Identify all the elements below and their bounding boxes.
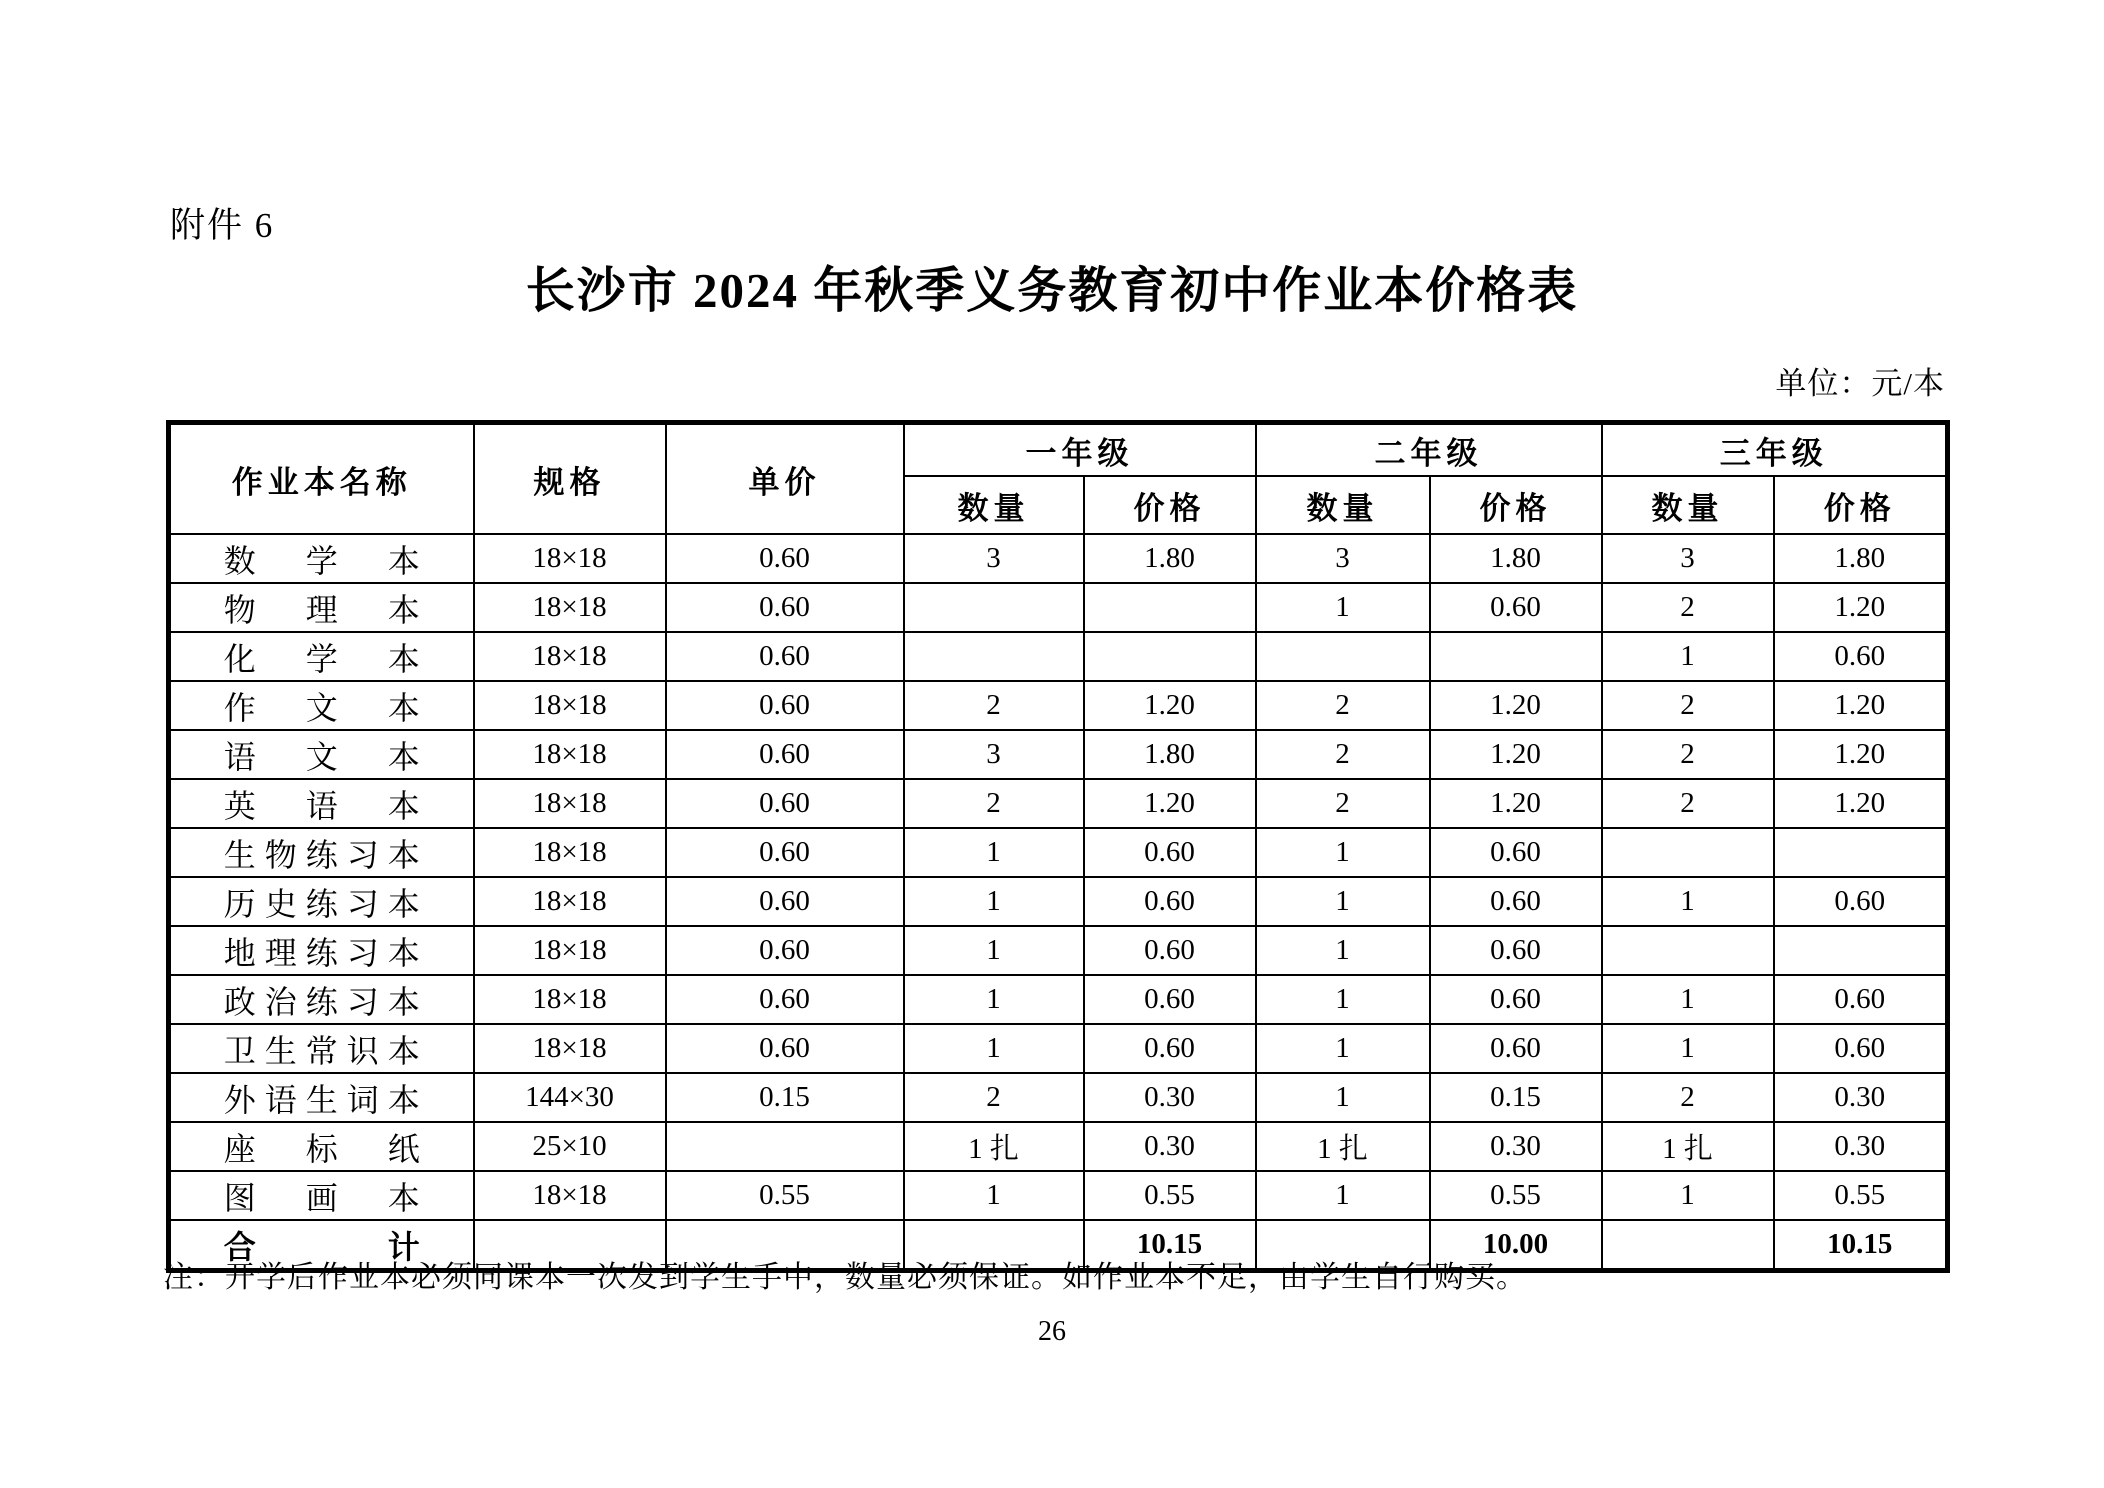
- workbook-name-cell: [169, 779, 474, 828]
- spec-cell: 18×18: [474, 632, 666, 681]
- header-grade2-qty: 数量: [1256, 476, 1430, 534]
- header-grade2-price: 价格: [1430, 476, 1602, 534]
- grade3-price-cell: [1774, 828, 1948, 877]
- page-number: 26: [1038, 1316, 1066, 1347]
- grade1-qty-cell: 3: [904, 730, 1084, 779]
- unit-label: 单位：元/本: [1775, 366, 1945, 401]
- table-row: [169, 779, 1948, 828]
- table-row: [169, 583, 1948, 632]
- header-grade3-price: 价格: [1774, 476, 1948, 534]
- workbook-name: 历史练习本: [223, 885, 420, 922]
- unit-price-cell: 0.60: [666, 730, 904, 779]
- spec-cell: 18×18: [474, 1024, 666, 1073]
- spec-cell: 18×18: [474, 730, 666, 779]
- grade2-qty-cell: 1: [1256, 828, 1430, 877]
- grade2-price-cell: 0.60: [1430, 975, 1602, 1024]
- grade1-price-cell: 0.60: [1084, 926, 1256, 975]
- grade2-price-cell: [1430, 632, 1602, 681]
- grade3-price-cell: 0.55: [1774, 1171, 1948, 1220]
- header-grade2: 二年级: [1256, 423, 1602, 477]
- grade3-qty-cell: 2: [1602, 681, 1774, 730]
- workbook-name-cell: [169, 975, 474, 1024]
- footnote: 注：开学后作业本必须同课本一次发到学生手中，数量必须保证。如作业本不足，由学生自行购买。: [163, 1261, 1527, 1294]
- grade3-price-cell: [1774, 926, 1948, 975]
- grade2-qty-cell: 1: [1256, 1171, 1430, 1220]
- table-row: [169, 534, 1948, 583]
- grade1-price-cell: [1084, 583, 1256, 632]
- table-row: [169, 1024, 1948, 1073]
- grade3-total-price-cell: 10.15: [1774, 1220, 1948, 1271]
- grade2-qty-cell: 2: [1256, 681, 1430, 730]
- table-row: [169, 730, 1948, 779]
- table-row: [169, 975, 1948, 1024]
- workbook-name: 英 语 本: [223, 787, 420, 824]
- header-spec: 规格: [474, 423, 666, 535]
- grade3-qty-cell: 3: [1602, 534, 1774, 583]
- grade3-price-cell: 1.80: [1774, 534, 1948, 583]
- grade1-price-cell: 0.60: [1084, 828, 1256, 877]
- grade3-price-cell: 0.60: [1774, 632, 1948, 681]
- spec-cell: 18×18: [474, 926, 666, 975]
- workbook-name: 生物练习本: [223, 836, 420, 873]
- grade1-qty-cell: 1: [904, 877, 1084, 926]
- grade2-qty-cell: 2: [1256, 730, 1430, 779]
- grade3-price-cell: 0.30: [1774, 1073, 1948, 1122]
- grade1-qty-cell: 2: [904, 681, 1084, 730]
- grade1-qty-cell: 1: [904, 975, 1084, 1024]
- unit-price-cell: 0.60: [666, 877, 904, 926]
- grade2-price-cell: 0.15: [1430, 1073, 1602, 1122]
- header-grade1-qty: 数量: [904, 476, 1084, 534]
- spec-cell: 18×18: [474, 1171, 666, 1220]
- header-unit-price: 单价: [666, 423, 904, 535]
- unit-price-cell: 0.60: [666, 1024, 904, 1073]
- grade3-qty-cell: [1602, 926, 1774, 975]
- workbook-name-cell: [169, 926, 474, 975]
- workbook-name: 地理练习本: [223, 934, 420, 971]
- spec-cell: 18×18: [474, 828, 666, 877]
- workbook-name-cell: [169, 1122, 474, 1171]
- grade3-qty-cell: 2: [1602, 583, 1774, 632]
- table-row: [169, 632, 1948, 681]
- spec-cell: 18×18: [474, 779, 666, 828]
- grade3-price-cell: 1.20: [1774, 779, 1948, 828]
- spec-cell: 18×18: [474, 681, 666, 730]
- workbook-name: 政治练习本: [223, 983, 420, 1020]
- grade3-price-cell: 1.20: [1774, 583, 1948, 632]
- grade3-price-cell: 1.20: [1774, 730, 1948, 779]
- grade2-qty-cell: 1: [1256, 1024, 1430, 1073]
- table-header-row-1: [169, 423, 1948, 477]
- grade1-price-cell: [1084, 632, 1256, 681]
- workbook-name: 卫生常识本: [223, 1032, 420, 1069]
- unit-price-cell: 0.15: [666, 1073, 904, 1122]
- grade2-price-cell: 0.60: [1430, 583, 1602, 632]
- grade1-price-cell: 0.60: [1084, 877, 1256, 926]
- grade3-qty-cell: 1: [1602, 1024, 1774, 1073]
- grade1-qty-cell: 1: [904, 1171, 1084, 1220]
- price-table: [166, 420, 1950, 1273]
- grade2-qty-cell: 2: [1256, 779, 1430, 828]
- grade1-price-cell: 0.60: [1084, 975, 1256, 1024]
- table-row: [169, 877, 1948, 926]
- spec-cell: 18×18: [474, 877, 666, 926]
- header-grade3-qty: 数量: [1602, 476, 1774, 534]
- grade2-price-cell: 0.30: [1430, 1122, 1602, 1171]
- workbook-name: 物 理 本: [223, 591, 420, 628]
- grade3-price-cell: 1.20: [1774, 681, 1948, 730]
- table-row: [169, 1073, 1948, 1122]
- workbook-name: 外语生词本: [223, 1081, 420, 1118]
- header-workbook-name: 作业本名称: [169, 423, 474, 535]
- grade1-price-cell: 0.60: [1084, 1024, 1256, 1073]
- grade1-qty-cell: [904, 583, 1084, 632]
- workbook-name-cell: [169, 828, 474, 877]
- grade2-qty-cell: 1: [1256, 583, 1430, 632]
- grade1-price-cell: 1.20: [1084, 779, 1256, 828]
- grade3-qty-cell: [1602, 1220, 1774, 1271]
- grade1-qty-cell: [904, 632, 1084, 681]
- grade2-price-cell: 1.20: [1430, 730, 1602, 779]
- spec-cell: 18×18: [474, 583, 666, 632]
- workbook-name-cell: [169, 1073, 474, 1122]
- table-row: [169, 1122, 1948, 1171]
- page-title: 长沙市 2024 年秋季义务教育初中作业本价格表: [525, 263, 1579, 318]
- unit-price-cell: 0.55: [666, 1171, 904, 1220]
- grade2-price-cell: 1.20: [1430, 779, 1602, 828]
- grade1-price-cell: 1.20: [1084, 681, 1256, 730]
- spec-cell: 18×18: [474, 534, 666, 583]
- unit-price-cell: 0.60: [666, 534, 904, 583]
- grade1-total-price-cell: 10.15: [1084, 1220, 1256, 1271]
- unit-price-cell: 0.60: [666, 779, 904, 828]
- workbook-name-cell: [169, 632, 474, 681]
- grade3-qty-cell: 1 扎: [1602, 1122, 1774, 1171]
- grade2-price-cell: 0.60: [1430, 828, 1602, 877]
- attachment-label: 附件 6: [170, 206, 275, 245]
- grade2-price-cell: 0.55: [1430, 1171, 1602, 1220]
- grade2-qty-cell: [1256, 632, 1430, 681]
- workbook-name-cell: [169, 1171, 474, 1220]
- workbook-name-cell: [169, 1024, 474, 1073]
- workbook-name-cell: [169, 681, 474, 730]
- unit-price-cell: 0.60: [666, 926, 904, 975]
- grade3-price-cell: 0.60: [1774, 1024, 1948, 1073]
- grade1-qty-cell: 1: [904, 926, 1084, 975]
- unit-price-cell: 0.60: [666, 632, 904, 681]
- spec-cell: 144×30: [474, 1073, 666, 1122]
- grade3-qty-cell: 2: [1602, 730, 1774, 779]
- workbook-name: 座 标 纸: [223, 1130, 420, 1167]
- grade1-price-cell: 0.30: [1084, 1122, 1256, 1171]
- grade1-qty-cell: 1: [904, 1024, 1084, 1073]
- unit-price-cell: 0.60: [666, 975, 904, 1024]
- unit-price-cell: [666, 1122, 904, 1171]
- workbook-name-cell: [169, 730, 474, 779]
- grade2-qty-cell: 1: [1256, 1073, 1430, 1122]
- table-row: [169, 926, 1948, 975]
- grade2-qty-cell: 1: [1256, 877, 1430, 926]
- workbook-name-cell: [169, 534, 474, 583]
- table-row: [169, 681, 1948, 730]
- grade1-qty-cell: 2: [904, 1073, 1084, 1122]
- header-grade3: 三年级: [1602, 423, 1948, 477]
- table-row: [169, 1171, 1948, 1220]
- grade2-qty-cell: 1 扎: [1256, 1122, 1430, 1171]
- grade1-qty-cell: 2: [904, 779, 1084, 828]
- grade3-price-cell: 0.30: [1774, 1122, 1948, 1171]
- total-label: 合 计: [223, 1228, 420, 1265]
- grade3-qty-cell: 2: [1602, 1073, 1774, 1122]
- grade2-price-cell: 0.60: [1430, 877, 1602, 926]
- grade3-qty-cell: [1602, 828, 1774, 877]
- spec-cell: 18×18: [474, 975, 666, 1024]
- unit-price-cell: 0.60: [666, 828, 904, 877]
- grade1-qty-cell: 3: [904, 534, 1084, 583]
- grade3-qty-cell: 1: [1602, 975, 1774, 1024]
- header-grade1: 一年级: [904, 423, 1256, 477]
- grade3-qty-cell: 1: [1602, 877, 1774, 926]
- workbook-name: 作 文 本: [223, 689, 420, 726]
- table-row: [169, 828, 1948, 877]
- grade1-price-cell: 0.55: [1084, 1171, 1256, 1220]
- grade3-qty-cell: 1: [1602, 1171, 1774, 1220]
- grade2-qty-cell: 3: [1256, 534, 1430, 583]
- grade1-price-cell: 1.80: [1084, 730, 1256, 779]
- header-grade1-price: 价格: [1084, 476, 1256, 534]
- grade3-qty-cell: 2: [1602, 779, 1774, 828]
- unit-price-cell: 0.60: [666, 583, 904, 632]
- grade3-qty-cell: 1: [1602, 632, 1774, 681]
- grade2-price-cell: 0.60: [1430, 926, 1602, 975]
- grade3-price-cell: 0.60: [1774, 975, 1948, 1024]
- grade2-qty-cell: 1: [1256, 926, 1430, 975]
- grade2-price-cell: 0.60: [1430, 1024, 1602, 1073]
- workbook-name-cell: [169, 877, 474, 926]
- grade2-price-cell: 1.80: [1430, 534, 1602, 583]
- workbook-name: 语 文 本: [223, 738, 420, 775]
- grade2-price-cell: 1.20: [1430, 681, 1602, 730]
- workbook-name: 化 学 本: [223, 640, 420, 677]
- grade1-qty-cell: 1: [904, 828, 1084, 877]
- workbook-name: 数 学 本: [223, 542, 420, 579]
- workbook-name-cell: [169, 583, 474, 632]
- grade2-qty-cell: 1: [1256, 975, 1430, 1024]
- grade1-price-cell: 0.30: [1084, 1073, 1256, 1122]
- unit-price-cell: 0.60: [666, 681, 904, 730]
- grade3-price-cell: 0.60: [1774, 877, 1948, 926]
- grade2-total-price-cell: 10.00: [1430, 1220, 1602, 1271]
- grade1-price-cell: 1.80: [1084, 534, 1256, 583]
- spec-cell: 25×10: [474, 1122, 666, 1171]
- grade1-qty-cell: 1 扎: [904, 1122, 1084, 1171]
- workbook-name: 图 画 本: [223, 1179, 420, 1216]
